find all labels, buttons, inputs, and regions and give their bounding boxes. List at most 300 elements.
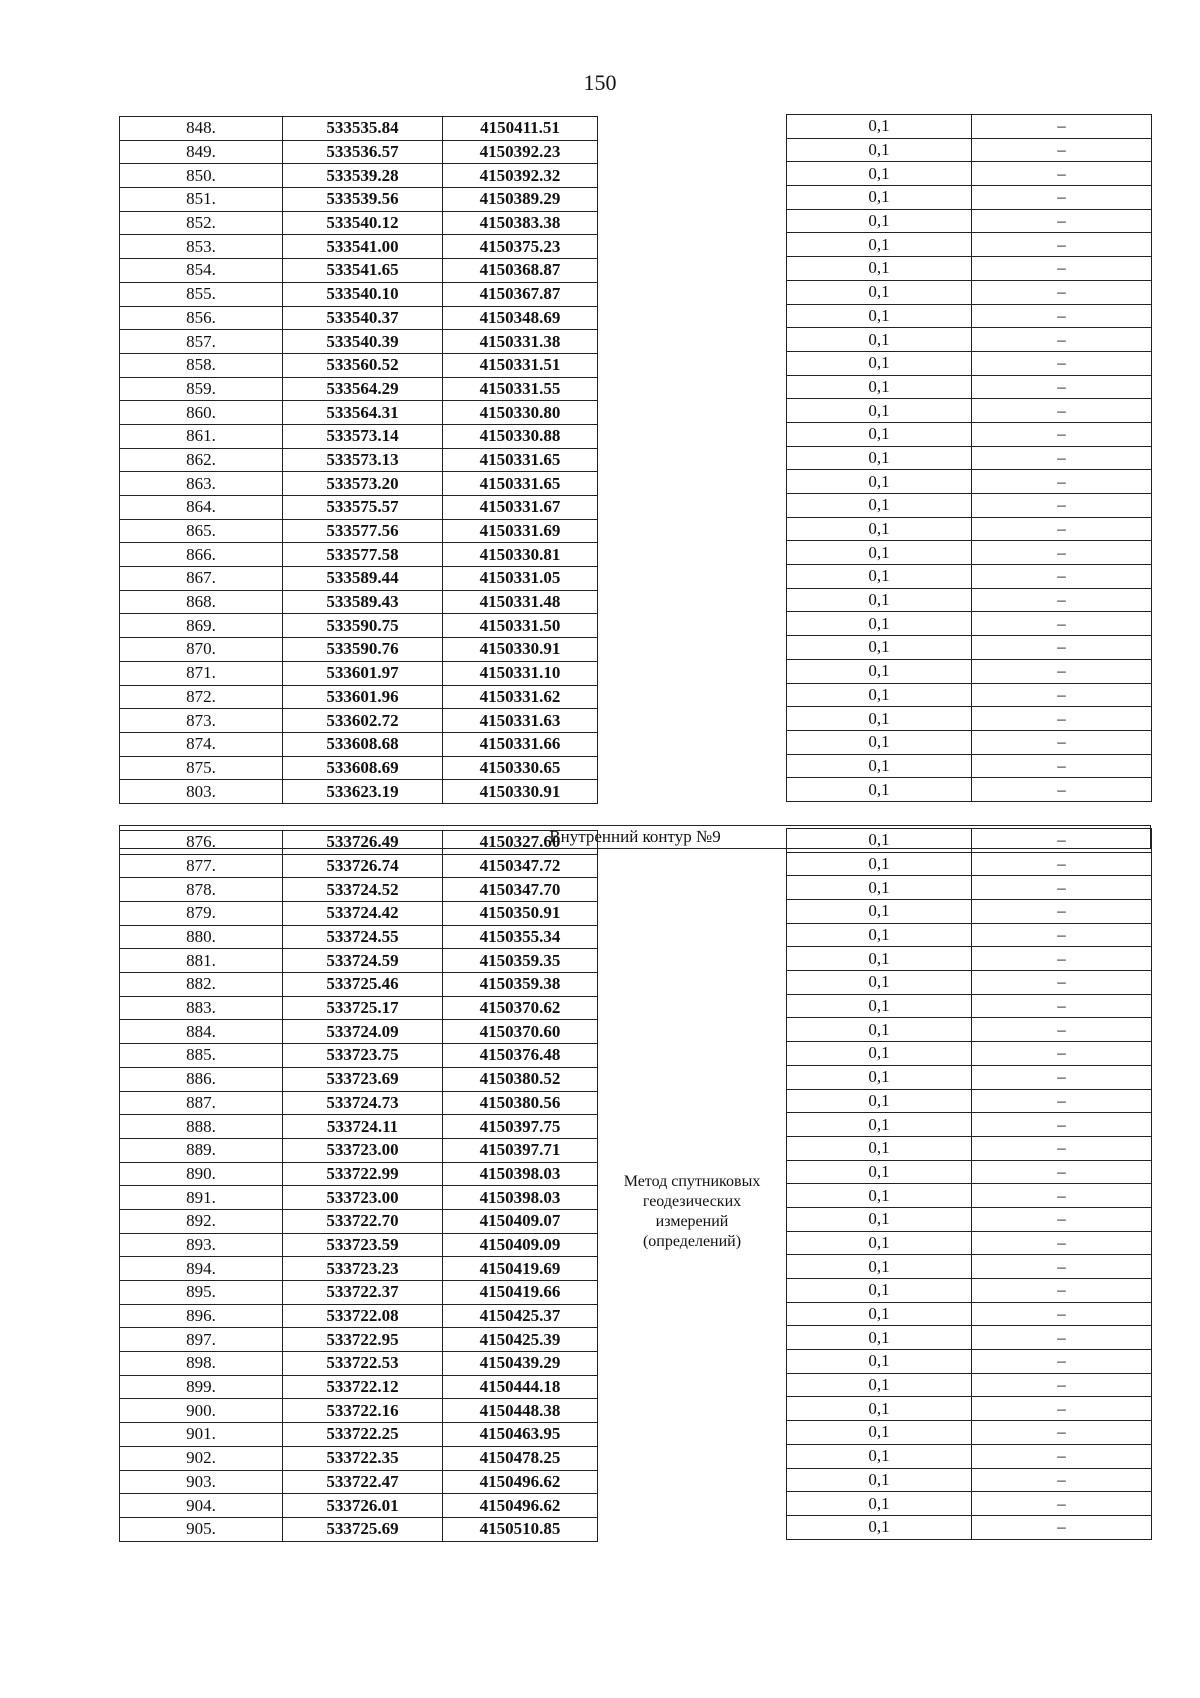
x-coordinate-cell: 533726.74 [283, 854, 443, 878]
accuracy-cell: 0,1 [787, 1302, 972, 1326]
y-coordinate-cell: 4150331.66 [443, 732, 598, 756]
point-number-cell: 862. [120, 448, 283, 472]
dash-cell: – [972, 233, 1152, 257]
dash-cell: – [972, 1136, 1152, 1160]
y-coordinate-cell: 4150350.91 [443, 902, 598, 926]
table-row [120, 1399, 598, 1423]
x-coordinate-cell: 533722.95 [283, 1328, 443, 1352]
table-row [787, 1184, 1152, 1208]
dash-cell: – [972, 876, 1152, 900]
table-row [787, 1255, 1152, 1279]
y-coordinate-cell: 4150331.05 [443, 567, 598, 591]
x-coordinate-cell: 533564.31 [283, 401, 443, 425]
table-row [787, 494, 1152, 518]
x-coordinate-cell: 533590.75 [283, 614, 443, 638]
table-row [120, 949, 598, 973]
table-row [120, 1517, 598, 1541]
x-coordinate-cell: 533724.55 [283, 925, 443, 949]
y-coordinate-cell: 4150330.91 [443, 780, 598, 804]
accuracy-cell: 0,1 [787, 1184, 972, 1208]
table-row [120, 1209, 598, 1233]
accuracy-cell: 0,1 [787, 375, 972, 399]
point-number-cell: 848. [120, 117, 283, 141]
accuracy-cell: 0,1 [787, 1492, 972, 1516]
dash-cell: – [972, 257, 1152, 281]
accuracy-cell: 0,1 [787, 233, 972, 257]
point-number-cell: 876. [120, 830, 283, 854]
table-row [120, 1091, 598, 1115]
page-number: 150 [583, 70, 617, 95]
table-row [120, 377, 598, 401]
point-number-cell: 853. [120, 235, 283, 259]
table-row [787, 209, 1152, 233]
x-coordinate-cell: 533589.43 [283, 590, 443, 614]
method-label: Метод спутниковых геодезических измерений (определений) [623, 1173, 761, 1250]
table-row [120, 1257, 598, 1281]
point-number-cell: 856. [120, 306, 283, 330]
table-row [120, 1304, 598, 1328]
y-coordinate-cell: 4150478.25 [443, 1446, 598, 1470]
table-row [120, 140, 598, 164]
point-number-cell: 869. [120, 614, 283, 638]
point-number-cell: 904. [120, 1494, 283, 1518]
table-row [120, 1494, 598, 1518]
table-row [120, 117, 598, 141]
table-row [120, 543, 598, 567]
point-number-cell: 893. [120, 1233, 283, 1257]
contour-heading: Внутренний контур №9 [119, 825, 1151, 849]
table-row [120, 1020, 598, 1044]
table-row [120, 902, 598, 926]
table-row [120, 878, 598, 902]
x-coordinate-cell: 533722.47 [283, 1470, 443, 1494]
accuracy-cell: 0,1 [787, 659, 972, 683]
dash-cell: – [972, 565, 1152, 589]
accuracy-cell: 0,1 [787, 470, 972, 494]
table-row [120, 973, 598, 997]
point-number-cell: 883. [120, 996, 283, 1020]
x-coordinate-cell: 533564.29 [283, 377, 443, 401]
table-row [120, 496, 598, 520]
x-coordinate-cell: 533722.16 [283, 1399, 443, 1423]
accuracy-cell: 0,1 [787, 852, 972, 876]
dash-cell: – [972, 1468, 1152, 1492]
table-row [787, 399, 1152, 423]
x-coordinate-cell: 533539.56 [283, 188, 443, 212]
x-coordinate-cell: 533722.99 [283, 1162, 443, 1186]
point-number-cell: 851. [120, 188, 283, 212]
accuracy-cell: 0,1 [787, 541, 972, 565]
point-number-cell: 890. [120, 1162, 283, 1186]
y-coordinate-cell: 4150347.70 [443, 878, 598, 902]
y-coordinate-cell: 4150330.65 [443, 756, 598, 780]
dash-cell: – [972, 1421, 1152, 1445]
x-coordinate-cell: 533535.84 [283, 117, 443, 141]
x-coordinate-cell: 533722.08 [283, 1304, 443, 1328]
x-coordinate-cell: 533724.52 [283, 878, 443, 902]
table-row [120, 1328, 598, 1352]
table-row [787, 1018, 1152, 1042]
table-row [120, 259, 598, 283]
y-coordinate-cell: 4150355.34 [443, 925, 598, 949]
table-row [120, 1281, 598, 1305]
y-coordinate-cell: 4150392.32 [443, 164, 598, 188]
table-row [787, 1113, 1152, 1137]
table-row [787, 588, 1152, 612]
table-row [787, 1515, 1152, 1539]
dash-cell: – [972, 494, 1152, 518]
table-row [120, 1067, 598, 1091]
table-row [120, 925, 598, 949]
point-number-cell: 865. [120, 519, 283, 543]
x-coordinate-cell: 533722.37 [283, 1281, 443, 1305]
accuracy-cell: 0,1 [787, 565, 972, 589]
point-number-cell: 857. [120, 330, 283, 354]
x-coordinate-cell: 533541.00 [283, 235, 443, 259]
point-number-cell: 861. [120, 424, 283, 448]
x-coordinate-cell: 533540.10 [283, 282, 443, 306]
point-number-cell: 874. [120, 732, 283, 756]
y-coordinate-cell: 4150419.69 [443, 1257, 598, 1281]
accuracy-cell: 0,1 [787, 1089, 972, 1113]
dash-cell: – [972, 1231, 1152, 1255]
dash-cell: – [972, 1326, 1152, 1350]
table-row [787, 1160, 1152, 1184]
accuracy-cell: 0,1 [787, 730, 972, 754]
table-row [787, 541, 1152, 565]
table-row [120, 1470, 598, 1494]
accuracy-cell: 0,1 [787, 707, 972, 731]
accuracy-cell: 0,1 [787, 1515, 972, 1539]
table-row [787, 778, 1152, 802]
table-row [787, 1421, 1152, 1445]
table-row [787, 612, 1152, 636]
accuracy-cell: 0,1 [787, 399, 972, 423]
accuracy-cell: 0,1 [787, 636, 972, 660]
table-row [787, 257, 1152, 281]
table-row [120, 1423, 598, 1447]
dash-cell: – [972, 470, 1152, 494]
accuracy-cell: 0,1 [787, 683, 972, 707]
point-number-cell: 888. [120, 1115, 283, 1139]
table-row [120, 1446, 598, 1470]
x-coordinate-cell: 533539.28 [283, 164, 443, 188]
table-row [120, 1186, 598, 1210]
y-coordinate-cell: 4150330.88 [443, 424, 598, 448]
y-coordinate-cell: 4150389.29 [443, 188, 598, 212]
point-number-cell: 871. [120, 661, 283, 685]
table-row [120, 756, 598, 780]
x-coordinate-cell: 533573.20 [283, 472, 443, 496]
table-row [787, 1326, 1152, 1350]
accuracy-cell: 0,1 [787, 328, 972, 352]
point-number-cell: 849. [120, 140, 283, 164]
table-row [787, 1136, 1152, 1160]
x-coordinate-cell: 533724.11 [283, 1115, 443, 1139]
table-row [120, 1138, 598, 1162]
x-coordinate-cell: 533725.69 [283, 1517, 443, 1541]
y-coordinate-cell: 4150331.67 [443, 496, 598, 520]
table-row [787, 328, 1152, 352]
table-row [787, 971, 1152, 995]
table-row [787, 1089, 1152, 1113]
accuracy-cell: 0,1 [787, 778, 972, 802]
x-coordinate-cell: 533536.57 [283, 140, 443, 164]
point-number-cell: 803. [120, 780, 283, 804]
accuracy-cell: 0,1 [787, 138, 972, 162]
dash-cell: – [972, 612, 1152, 636]
table-row [120, 401, 598, 425]
y-coordinate-cell: 4150397.71 [443, 1138, 598, 1162]
accuracy-cell: 0,1 [787, 186, 972, 210]
dash-cell: – [972, 1373, 1152, 1397]
point-number-cell: 879. [120, 902, 283, 926]
x-coordinate-cell: 533722.25 [283, 1423, 443, 1447]
x-coordinate-cell: 533726.01 [283, 1494, 443, 1518]
table-row [120, 353, 598, 377]
dash-cell: – [972, 1207, 1152, 1231]
y-coordinate-cell: 4150331.65 [443, 472, 598, 496]
x-coordinate-cell: 533723.23 [283, 1257, 443, 1281]
dash-cell: – [972, 588, 1152, 612]
dash-cell: – [972, 1255, 1152, 1279]
accuracy-cell: 0,1 [787, 115, 972, 139]
y-coordinate-cell: 4150397.75 [443, 1115, 598, 1139]
y-coordinate-cell: 4150398.03 [443, 1162, 598, 1186]
table-row [787, 1302, 1152, 1326]
x-coordinate-cell: 533577.56 [283, 519, 443, 543]
dash-cell: – [972, 1089, 1152, 1113]
table-row [787, 470, 1152, 494]
dash-cell: – [972, 422, 1152, 446]
y-coordinate-cell: 4150409.09 [443, 1233, 598, 1257]
dash-cell: – [972, 852, 1152, 876]
accuracy-cell: 0,1 [787, 1350, 972, 1374]
dash-cell: – [972, 1515, 1152, 1539]
y-coordinate-cell: 4150448.38 [443, 1399, 598, 1423]
accuracy-cell: 0,1 [787, 994, 972, 1018]
dash-cell: – [972, 1184, 1152, 1208]
table-row [120, 424, 598, 448]
y-coordinate-cell: 4150330.80 [443, 401, 598, 425]
dash-cell: – [972, 517, 1152, 541]
point-number-cell: 866. [120, 543, 283, 567]
dash-cell: – [972, 636, 1152, 660]
table-row [120, 614, 598, 638]
dash-cell: – [972, 1350, 1152, 1374]
table-row [787, 923, 1152, 947]
table-row [787, 900, 1152, 924]
y-coordinate-cell: 4150380.52 [443, 1067, 598, 1091]
dash-cell: – [972, 328, 1152, 352]
table-row [787, 351, 1152, 375]
dash-cell: – [972, 138, 1152, 162]
accuracy-cell: 0,1 [787, 446, 972, 470]
dash-cell: – [972, 994, 1152, 1018]
table-row [787, 1207, 1152, 1231]
accuracy-cell: 0,1 [787, 1018, 972, 1042]
table-row [120, 235, 598, 259]
dash-cell: – [972, 541, 1152, 565]
x-coordinate-cell: 533577.58 [283, 543, 443, 567]
dash-cell: – [972, 115, 1152, 139]
x-coordinate-cell: 533725.17 [283, 996, 443, 1020]
y-coordinate-cell: 4150439.29 [443, 1352, 598, 1376]
table-row [120, 282, 598, 306]
table-row [120, 1115, 598, 1139]
table-row [787, 683, 1152, 707]
dash-cell: – [972, 446, 1152, 470]
point-number-cell: 864. [120, 496, 283, 520]
x-coordinate-cell: 533540.12 [283, 211, 443, 235]
point-number-cell: 859. [120, 377, 283, 401]
x-coordinate-cell: 533540.39 [283, 330, 443, 354]
x-coordinate-cell: 533723.00 [283, 1186, 443, 1210]
table-row [787, 636, 1152, 660]
accuracy-cell: 0,1 [787, 494, 972, 518]
dash-cell: – [972, 1065, 1152, 1089]
table-row [787, 1042, 1152, 1066]
table-row [787, 1492, 1152, 1516]
accuracy-cell: 0,1 [787, 1444, 972, 1468]
table-row [787, 1231, 1152, 1255]
accuracy-cell: 0,1 [787, 1160, 972, 1184]
y-coordinate-cell: 4150331.69 [443, 519, 598, 543]
point-number-cell: 905. [120, 1517, 283, 1541]
y-coordinate-cell: 4150331.10 [443, 661, 598, 685]
table-row [120, 188, 598, 212]
table-row [787, 876, 1152, 900]
dash-cell: – [972, 304, 1152, 328]
point-number-cell: 900. [120, 1399, 283, 1423]
dash-cell: – [972, 351, 1152, 375]
table-row [787, 422, 1152, 446]
accuracy-cell: 0,1 [787, 1136, 972, 1160]
point-number-cell: 891. [120, 1186, 283, 1210]
dash-cell: – [972, 1302, 1152, 1326]
table-row [120, 448, 598, 472]
point-number-cell: 897. [120, 1328, 283, 1352]
x-coordinate-cell: 533601.96 [283, 685, 443, 709]
point-number-cell: 901. [120, 1423, 283, 1447]
y-coordinate-cell: 4150370.62 [443, 996, 598, 1020]
dash-cell: – [972, 1018, 1152, 1042]
accuracy-cell: 0,1 [787, 162, 972, 186]
y-coordinate-cell: 4150510.85 [443, 1517, 598, 1541]
x-coordinate-cell: 533723.59 [283, 1233, 443, 1257]
y-coordinate-cell: 4150327.60 [443, 830, 598, 854]
dash-cell: – [972, 1444, 1152, 1468]
y-coordinate-cell: 4150367.87 [443, 282, 598, 306]
accuracy-cell: 0,1 [787, 588, 972, 612]
x-coordinate-cell: 533540.37 [283, 306, 443, 330]
y-coordinate-cell: 4150444.18 [443, 1375, 598, 1399]
point-number-cell: 870. [120, 638, 283, 662]
x-coordinate-cell: 533589.44 [283, 567, 443, 591]
dash-cell: – [972, 1397, 1152, 1421]
dash-cell: – [972, 1492, 1152, 1516]
point-number-cell: 903. [120, 1470, 283, 1494]
table-row [787, 280, 1152, 304]
dash-cell: – [972, 186, 1152, 210]
table-row [787, 162, 1152, 186]
y-coordinate-cell: 4150331.65 [443, 448, 598, 472]
x-coordinate-cell: 533725.46 [283, 973, 443, 997]
y-coordinate-cell: 4150331.63 [443, 709, 598, 733]
x-coordinate-cell: 533575.57 [283, 496, 443, 520]
y-coordinate-cell: 4150331.50 [443, 614, 598, 638]
accuracy-cell: 0,1 [787, 947, 972, 971]
accuracy-cell: 0,1 [787, 1113, 972, 1137]
y-coordinate-cell: 4150425.37 [443, 1304, 598, 1328]
accuracy-cell: 0,1 [787, 828, 972, 852]
dash-cell: – [972, 1160, 1152, 1184]
dash-cell: – [972, 923, 1152, 947]
y-coordinate-cell: 4150348.69 [443, 306, 598, 330]
point-number-cell: 872. [120, 685, 283, 709]
table-row [120, 1375, 598, 1399]
y-coordinate-cell: 4150383.38 [443, 211, 598, 235]
table-row [787, 115, 1152, 139]
y-coordinate-cell: 4150392.23 [443, 140, 598, 164]
point-number-cell: 855. [120, 282, 283, 306]
point-number-cell: 877. [120, 854, 283, 878]
accuracy-cell: 0,1 [787, 612, 972, 636]
table-row [787, 947, 1152, 971]
table-row [787, 565, 1152, 589]
table-row [120, 732, 598, 756]
point-number-cell: 850. [120, 164, 283, 188]
accuracy-cell: 0,1 [787, 1042, 972, 1066]
dash-cell: – [972, 707, 1152, 731]
y-coordinate-cell: 4150359.38 [443, 973, 598, 997]
table-row [787, 233, 1152, 257]
point-number-cell: 899. [120, 1375, 283, 1399]
table-row [120, 1044, 598, 1068]
y-coordinate-cell: 4150380.56 [443, 1091, 598, 1115]
point-number-cell: 889. [120, 1138, 283, 1162]
x-coordinate-cell: 533590.76 [283, 638, 443, 662]
point-number-cell: 854. [120, 259, 283, 283]
table-row [787, 375, 1152, 399]
accuracy-cell: 0,1 [787, 754, 972, 778]
dash-cell: – [972, 971, 1152, 995]
point-number-cell: 896. [120, 1304, 283, 1328]
y-coordinate-cell: 4150409.07 [443, 1209, 598, 1233]
x-coordinate-cell: 533724.59 [283, 949, 443, 973]
point-number-cell: 902. [120, 1446, 283, 1470]
y-coordinate-cell: 4150419.66 [443, 1281, 598, 1305]
table-row [120, 1233, 598, 1257]
table-row [787, 304, 1152, 328]
point-number-cell: 885. [120, 1044, 283, 1068]
x-coordinate-cell: 533724.73 [283, 1091, 443, 1115]
y-coordinate-cell: 4150463.95 [443, 1423, 598, 1447]
table-row [787, 1350, 1152, 1374]
table-row [787, 659, 1152, 683]
accuracy-cell: 0,1 [787, 351, 972, 375]
x-coordinate-cell: 533541.65 [283, 259, 443, 283]
accuracy-cell: 0,1 [787, 1065, 972, 1089]
x-coordinate-cell: 533608.69 [283, 756, 443, 780]
accuracy-cell: 0,1 [787, 1279, 972, 1303]
y-coordinate-cell: 4150368.87 [443, 259, 598, 283]
dash-cell: – [972, 659, 1152, 683]
y-coordinate-cell: 4150496.62 [443, 1470, 598, 1494]
table-row [787, 754, 1152, 778]
table-row [120, 996, 598, 1020]
table-row [787, 138, 1152, 162]
